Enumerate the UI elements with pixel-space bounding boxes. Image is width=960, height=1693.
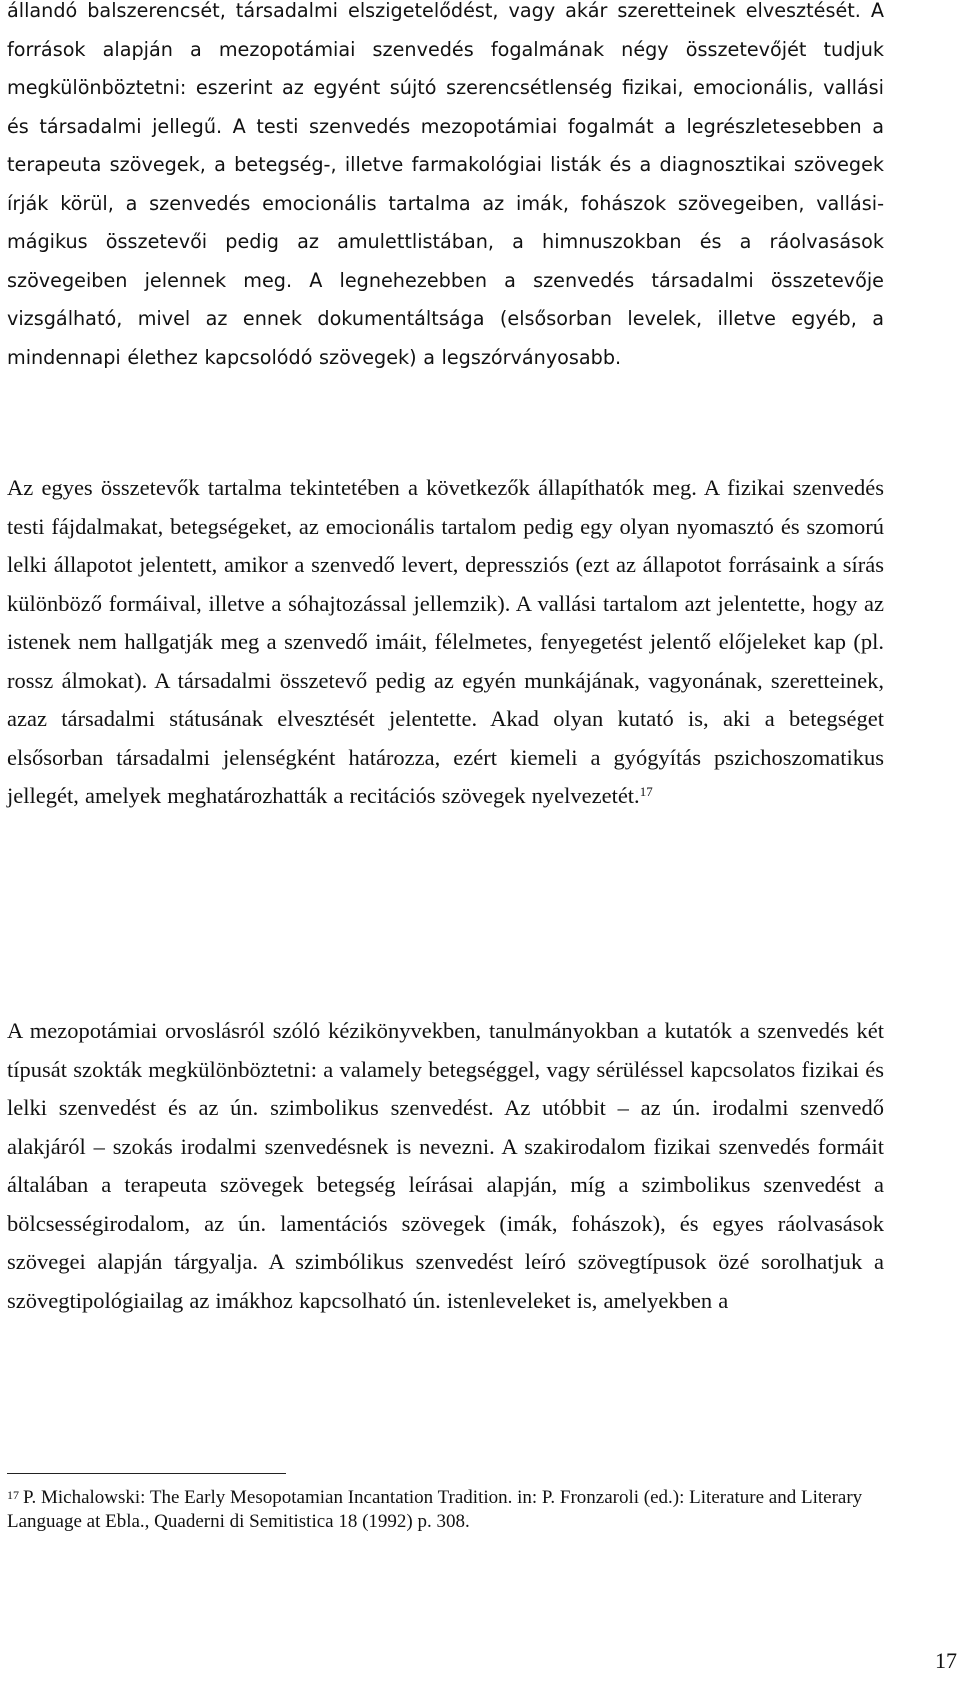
footnote-text: P. Michalowski: The Early Mesopotamian Incantation Tradition. in: P. Fronzaroli (ed.): Literature and Literary Language at Ebla., Quaderni di Semitistica 18 (1992) p. 308. xyxy=(7,1487,863,1532)
footnote xyxy=(7,1486,884,1534)
page-number: 17 xyxy=(935,1648,957,1673)
body-paragraph-3: A mezopotámiai orvoslásról szóló kézikönyvekben, tanulmányokban a kutatók a szenvedés két típusát szokták megkülönböztetni: a valamely betegséggel, vagy sérüléssel kapcsolatos fizikai és lelki szenvedést és az ún. szimbolikus szenvedést. Az utóbbit – az ún. irodalmi szenvedő alakjáról – szokás irodalmi szenvedésnek is nevezni. A szakirodalom fizikai szenvedés formáit általában a terapeuta szövegek betegség leírásai alapján, míg a szimbolikus szenvedést a bölcsességirodalom, az ún. lamentációs szövegek (imák, fohászok), és egyes ráolvasások szövegei alapján tárgyalja. A szimbólikus szenvedést leíró szövegtípusok özé sorolhatjuk a szövegtipológiailag az imákhoz kapcsolható ún. istenleveleket is, amelyekben a xyxy=(7,1018,884,1313)
footnote-number: 17 xyxy=(7,1488,19,1502)
body-paragraph-2 xyxy=(7,469,884,816)
document-page xyxy=(7,0,884,1693)
footnote-divider xyxy=(7,1473,286,1474)
body-paragraph-1: állandó balszerencsét, társadalmi elszigetelődést, vagy akár szeretteinek elvesztését. A források alapján a mezopotámiai szenvedés fogalmának négy összetevőjét tudjuk megkülönböztetni: eszerint az egyént sújtó szerencsétlenség fizikai, emocionális, vallási és társadalmi jellegű. A testi szenvedés mezopotámiai fogalmát a legrészletesebben a terapeuta szövegek, a betegség-, illetve farmakológiai listák és a diagnosztikai szövegek írják körül, a szenvedés emocionális tartalma az imák, fohászok szövegeiben, vallási-mágikus összetevői pedig az amulettlistában, a himnuszokban és a ráolvasások szövegeiben jelennek meg. A legnehezebben a szenvedés társadalmi összetevője vizsgálható, mivel az ennek dokumentáltsága (elsősorban levelek, illetve egyéb, a mindennapi élethez kapcsolódó szövegek) a legszórványosabb. xyxy=(7,0,884,369)
body-paragraph-2-text: Az egyes összetevők tartalma tekintetében a következők állapíthatók meg. A fizikai szenvedés testi fájdalmakat, betegségeket, az emocionális tartalom pedig egy olyan nyomasztó és szomorú lelki állapotot jelentett, amikor a szenvedő levert, depressziós (ezt az állapotot forrásaink a sírás különböző formáival, illetve a sóhajtozással jellemzik). A vallási tartalom azt jelentette, hogy az istenek nem hallgatják meg a szenvedő imáit, félelmetes, fenyegetést jelentő előjeleket kap (pl. rossz álmokat). A társadalmi összetevő pedig az egyén munkájának, vagyonának, szeretteinek, azaz társadalmi státusának elvesztését jelentette. Akad olyan kutató is, aki a betegséget elsősorban társadalmi jelenségként határozza, ezért kiemeli a gyógyítás pszichoszomatikus jellegét, amelyek meghatározhatták a recitációs szövegek nyelvezetét. xyxy=(7,475,884,808)
footnote-reference[interactable]: 17 xyxy=(639,784,653,799)
